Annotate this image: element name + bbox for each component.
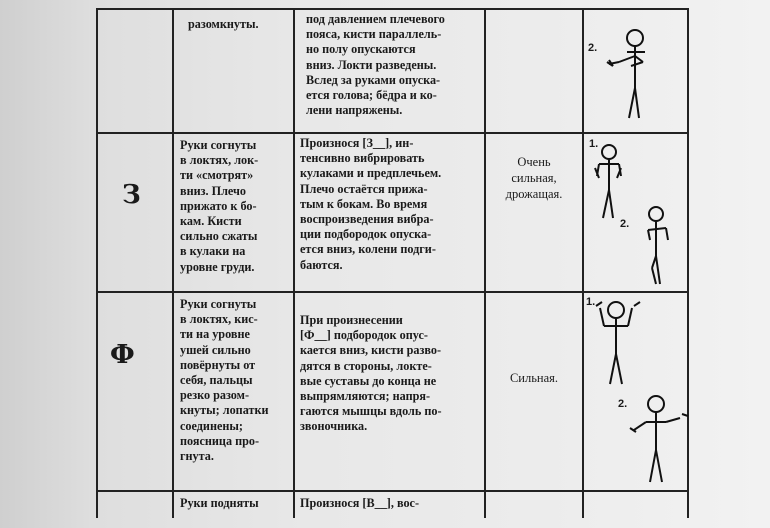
table-row-1-arms: Руки согнуты в локтях, лок- ти «смотрят» вниз. Плечо прижато к бо- кам. Кисти сильно сжаты в кулаки на уровне груди.: [180, 138, 259, 274]
row-divider: [96, 8, 689, 10]
stick-figure-fists-chest: [591, 142, 631, 222]
row-divider: [96, 490, 689, 492]
figure-label: 2.: [620, 218, 630, 230]
column-divider: [484, 8, 486, 518]
table-row-3-description: Произнося [В__], вос-: [300, 496, 420, 510]
figure-label: 1.: [589, 138, 599, 150]
stick-figure-hands-ears: [588, 296, 648, 388]
column-divider: [293, 8, 295, 518]
figure-label: 2.: [618, 398, 628, 410]
articulation-table: [96, 8, 690, 528]
table-row-1-description: Произнося [З__], ин- тенсивно вибрировать кулаками и предплечьем. Плечо остаётся прижа- тым к бокам. Во время воспроизведения вибра- ции подбородок опуска- ется вниз, колени подги- баются.: [300, 136, 442, 272]
table-row-0-arms: разомкнуты.: [188, 17, 259, 31]
column-divider: [582, 8, 584, 518]
letter-f: Ф: [110, 340, 135, 370]
figure-label: 1.: [586, 296, 596, 308]
stick-figure-arms-spread: [626, 390, 696, 486]
table-border-left: [96, 8, 98, 518]
stick-figure-hands-down: [601, 26, 661, 126]
table-row-1-intensity: Очень сильная, дрожащая.: [505, 155, 563, 201]
table-row-0-description: под давлением плечевого пояса, кисти параллель- но полу опускаются вниз. Локти разведены. Вслед за руками опуска- ется голова; бёдра и ко- лени напряжены.: [306, 12, 445, 118]
figure-label: 2.: [588, 42, 598, 54]
row-divider: [96, 132, 689, 134]
letter-z: З: [122, 180, 141, 210]
table-row-2-intensity: Сильная.: [509, 371, 559, 385]
stick-figure-vibrating: [636, 204, 676, 290]
column-divider: [172, 8, 174, 518]
table-row-2-arms: Руки согнуты в локтях, кис- ти на уровне ушей сильно повёрнуты от себя, пальцы резко разом- кнуты; лопатки соединены; поясница про- гнута.: [180, 297, 269, 464]
table-row-2-description: При произнесении [Ф__] подбородок опус- кается вниз, кисти разво- дятся в стороны, локте- вые суставы до конца не выпрямляются; напря- гаются мышцы вдоль по- звоночника.: [300, 313, 442, 434]
table-row-3-arms: Руки подняты: [180, 496, 259, 510]
row-divider: [96, 291, 689, 293]
